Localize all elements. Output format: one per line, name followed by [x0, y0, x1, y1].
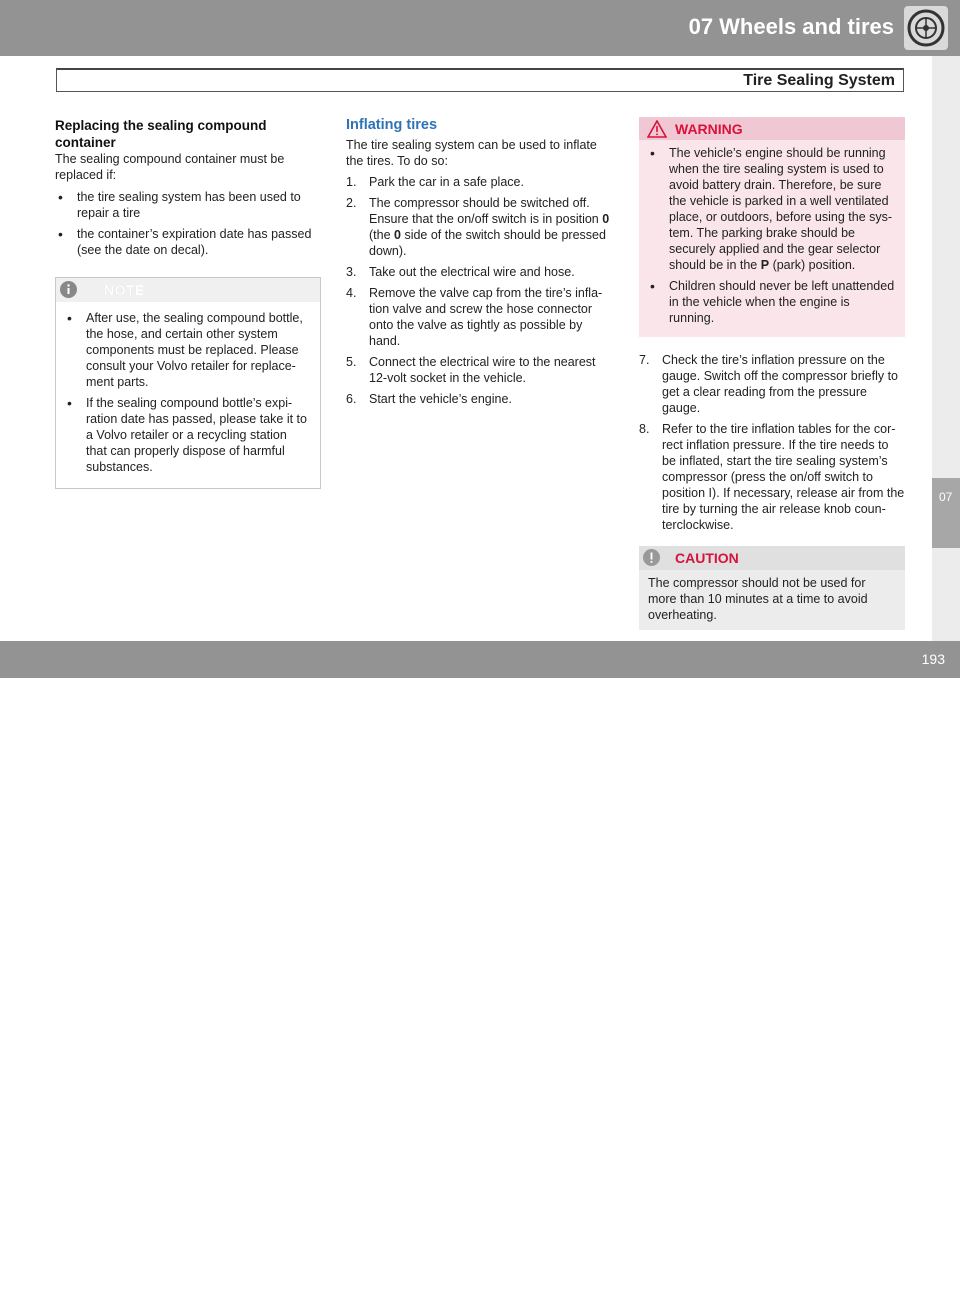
list-item: • After use, the sealing compound bottle, the hose, and certain other system components must be replaced. Please consult your Volvo retailer for replace-ment parts. — [64, 310, 310, 390]
column-right — [639, 117, 905, 630]
list-item: • Children should never be left unattended in the vehicle when the engine is running. — [647, 278, 897, 326]
list-item: • the tire sealing system has been used to repair a tire — [55, 189, 321, 221]
list-item: 7. Check the tire’s inflation pressure on the gauge. Switch off the compressor briefly to get a clear reading from the pressure gauge. — [639, 353, 898, 415]
caution-label: CAUTION — [675, 550, 739, 566]
warning-body — [639, 140, 905, 337]
chapter-tab[interactable] — [932, 478, 960, 548]
column-middle — [346, 117, 616, 412]
caution-box — [639, 546, 905, 630]
watermark: carmanualsonline.info — [420, 1285, 718, 1315]
warning-header — [639, 117, 905, 140]
section-bar — [56, 68, 904, 92]
side-margin — [932, 56, 960, 641]
step-list — [639, 352, 905, 533]
list-item: • If the sealing compound bottle’s expi-ration date has passed, please take it to a Volvo retailer or a recycling station that can properly dispose of harmful substances. — [64, 395, 310, 475]
intro-text: The tire sealing system can be used to inflate the tires. To do so: — [346, 138, 597, 168]
list-item: 6. Start the vehicle’s engine. — [346, 392, 512, 406]
note-body — [56, 302, 320, 488]
page-footer — [0, 641, 960, 1315]
intro-text: The sealing compound container must be replaced if: — [55, 152, 285, 182]
chapter-title: 07 Wheels and tires — [688, 14, 894, 39]
list-item: 5. Connect the electrical wire to the nearest 12-volt socket in the vehicle. — [346, 355, 596, 385]
note-header — [56, 278, 320, 302]
note-box — [55, 277, 321, 489]
list-item: • The vehicle’s engine should be running when the tire sealing system is used to avoid battery drain. Therefore, be sure the vehicle is parked in a well ventilated place, or outdoors, before using the sys-tem. The parking brake should be securely applied and the gear selector should be in the P (park) position. — [647, 145, 897, 273]
column-left — [55, 117, 321, 489]
list-item: 1. Park the car in a safe place. — [346, 175, 524, 189]
list-item: 4. Remove the valve cap from the tire’s infla-tion valve and screw the hose connector onto the valve as tightly as possible by hand. — [346, 286, 603, 348]
page-header — [0, 0, 960, 56]
section-heading: Replacing the sealing compound container — [55, 118, 267, 150]
warning-label: WARNING — [675, 121, 743, 137]
info-icon — [60, 281, 77, 298]
list-item: 8. Refer to the tire inflation tables for the cor-rect inflation pressure. If the tire needs to be inflated, start the tire sealing system’s compressor (press the on/off switch to position I). If necessary, release air from the tire by turning the air release knob coun-terclockwise. — [639, 422, 905, 532]
caution-body: The compressor should not be used for more than 10 minutes at a time to avoid overheating. — [648, 576, 868, 622]
step-list — [346, 174, 616, 407]
warning-box — [639, 117, 905, 337]
bullet-list — [55, 189, 321, 258]
list-item: 2. The compressor should be switched off. Ensure that the on/off switch is in position 0 (the 0 side of the switch should be pressed down). — [346, 196, 610, 258]
wheel-icon — [904, 6, 948, 50]
warning-triangle-icon — [647, 120, 667, 142]
section-title: Tire Sealing System — [743, 72, 895, 89]
list-item: 3. Take out the electrical wire and hose. — [346, 265, 575, 279]
section-heading: Inflating tires — [346, 117, 438, 133]
page-number: 193 — [921, 651, 945, 667]
exclamation-icon — [643, 549, 660, 566]
note-label: NOTE — [104, 282, 145, 298]
caution-header — [639, 546, 905, 570]
chapter-tab-label: 07 — [939, 490, 953, 504]
list-item: • the container’s expiration date has passed (see the date on decal). — [55, 226, 321, 258]
